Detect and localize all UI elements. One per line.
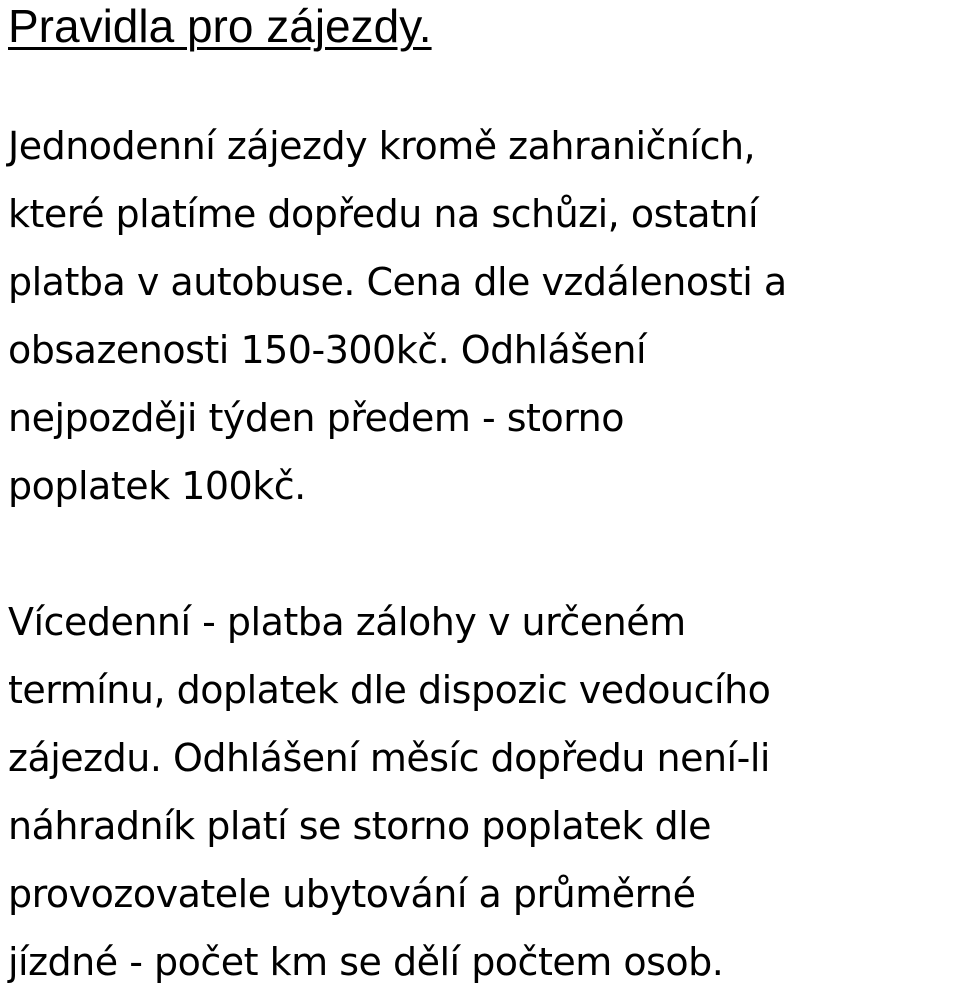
paragraph-one-day-trips	[8, 112, 787, 520]
paragraph-line: zájezdu. Odhlášení měsíc dopředu není-li	[8, 736, 770, 780]
paragraph-line: platba v autobuse. Cena dle vzdálenosti a	[8, 260, 787, 304]
paragraph-multi-day-trips	[8, 588, 770, 996]
paragraph-line: obsazenosti 150-300kč. Odhlášení	[8, 328, 647, 372]
paragraph-line: nejpozději týden předem - storno	[8, 396, 624, 440]
paragraph-line: Jednodenní zájezdy kromě zahraničních,	[8, 124, 756, 168]
paragraph-line: jízdné - počet km se dělí počtem osob.	[8, 940, 724, 984]
paragraph-line: Vícedenní - platba zálohy v určeném	[8, 600, 686, 644]
paragraph-line: provozovatele ubytování a průměrné	[8, 872, 696, 916]
paragraph-line: termínu, doplatek dle dispozic vedoucího	[8, 668, 771, 712]
paragraph-line: které platíme dopředu na schůzi, ostatní	[8, 192, 759, 236]
paragraph-line: náhradník platí se storno poplatek dle	[8, 804, 712, 848]
page-title: Pravidla pro zájezdy.	[8, 0, 432, 52]
paragraph-line: poplatek 100kč.	[8, 464, 306, 508]
